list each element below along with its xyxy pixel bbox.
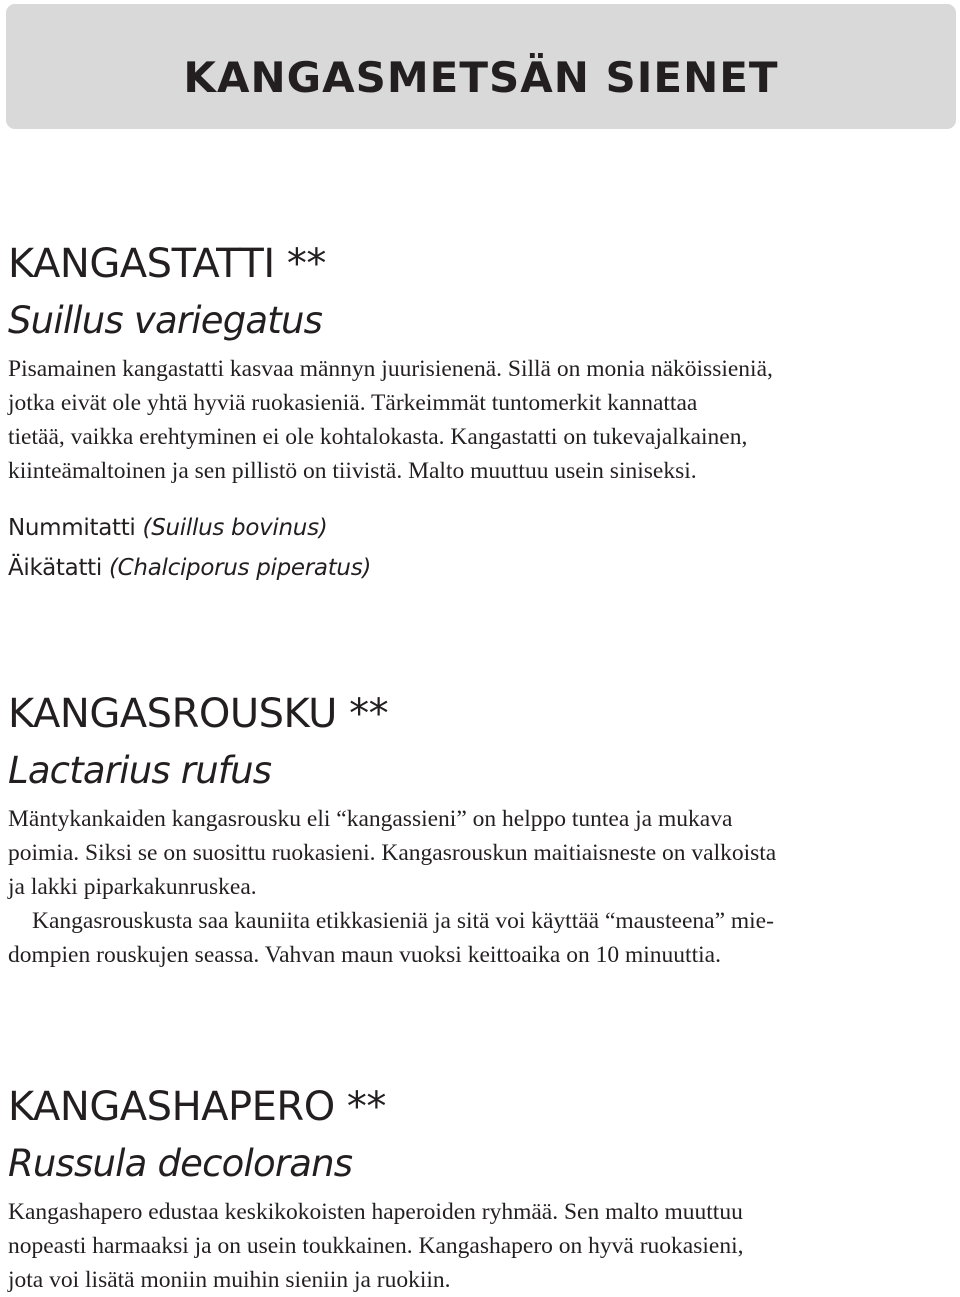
description xyxy=(8,1195,948,1297)
mushroom-name: KANGASTATTI ** xyxy=(8,241,326,287)
title-banner xyxy=(6,4,956,129)
description-line: Kangashapero edustaa keskikokoisten haperoiden ryhmää. Sen malto muuttuu xyxy=(8,1199,743,1225)
related-species xyxy=(8,548,948,588)
description xyxy=(8,352,948,488)
related-species-name: Äikätatti xyxy=(8,555,102,581)
related-species-name: Nummitatti xyxy=(8,515,136,541)
description-line: tietää, vaikka erehtyminen ei ole kohtalokasta. Kangastatti on tukevajalkainen, xyxy=(8,424,748,450)
description-line: Kangasrouskusta saa kauniita etikkasieniä ja sitä voi käyttää “mausteena” mie- xyxy=(32,908,774,934)
related-species-latin: (Chalciporus piperatus) xyxy=(109,555,372,581)
mushroom-name: KANGASHAPERO ** xyxy=(8,1084,386,1130)
description-line: jota voi lisätä moniin muihin sieniin ja ruokiin. xyxy=(8,1267,451,1293)
latin-name: Suillus variegatus xyxy=(8,299,323,342)
description-line: ja lakki piparkakunruskea. xyxy=(8,874,257,900)
related-species-list xyxy=(8,508,948,588)
latin-name: Lactarius rufus xyxy=(8,749,272,792)
description-line: Pisamainen kangastatti kasvaa männyn juurisienenä. Sillä on monia näköissieniä, xyxy=(8,356,773,382)
mushroom-section-kangashapero xyxy=(8,1081,948,1297)
mushroom-name: KANGASROUSKU ** xyxy=(8,691,389,737)
description-line: jotka eivät ole yhtä hyviä ruokasieniä. Tärkeimmät tuntomerkit kannattaa xyxy=(8,390,698,416)
latin-name: Russula decolorans xyxy=(8,1142,353,1185)
description-line: nopeasti harmaaksi ja on usein toukkainen. Kangashapero on hyvä ruokasieni, xyxy=(8,1233,744,1259)
description-paragraph-2 xyxy=(8,904,948,972)
mushroom-section-kangasrousku xyxy=(8,688,948,972)
related-species-latin: (Suillus bovinus) xyxy=(142,515,328,541)
description xyxy=(8,802,948,904)
description-line: kiinteämaltoinen ja sen pillistö on tiivistä. Malto muuttuu usein siniseksi. xyxy=(8,458,697,484)
related-species xyxy=(8,508,948,548)
mushroom-section-kangastatti xyxy=(8,238,948,588)
page-title: KANGASMETSÄN SIENET xyxy=(183,53,779,102)
description-line: Mäntykankaiden kangasrousku eli “kangassieni” on helppo tuntea ja mukava xyxy=(8,806,733,832)
description-line: poimia. Siksi se on suosittu ruokasieni. Kangasrouskun maitiaisneste on valkoista xyxy=(8,840,777,866)
description-line: dompien rouskujen seassa. Vahvan maun vuoksi keittoaika on 10 minuuttia. xyxy=(8,942,721,968)
